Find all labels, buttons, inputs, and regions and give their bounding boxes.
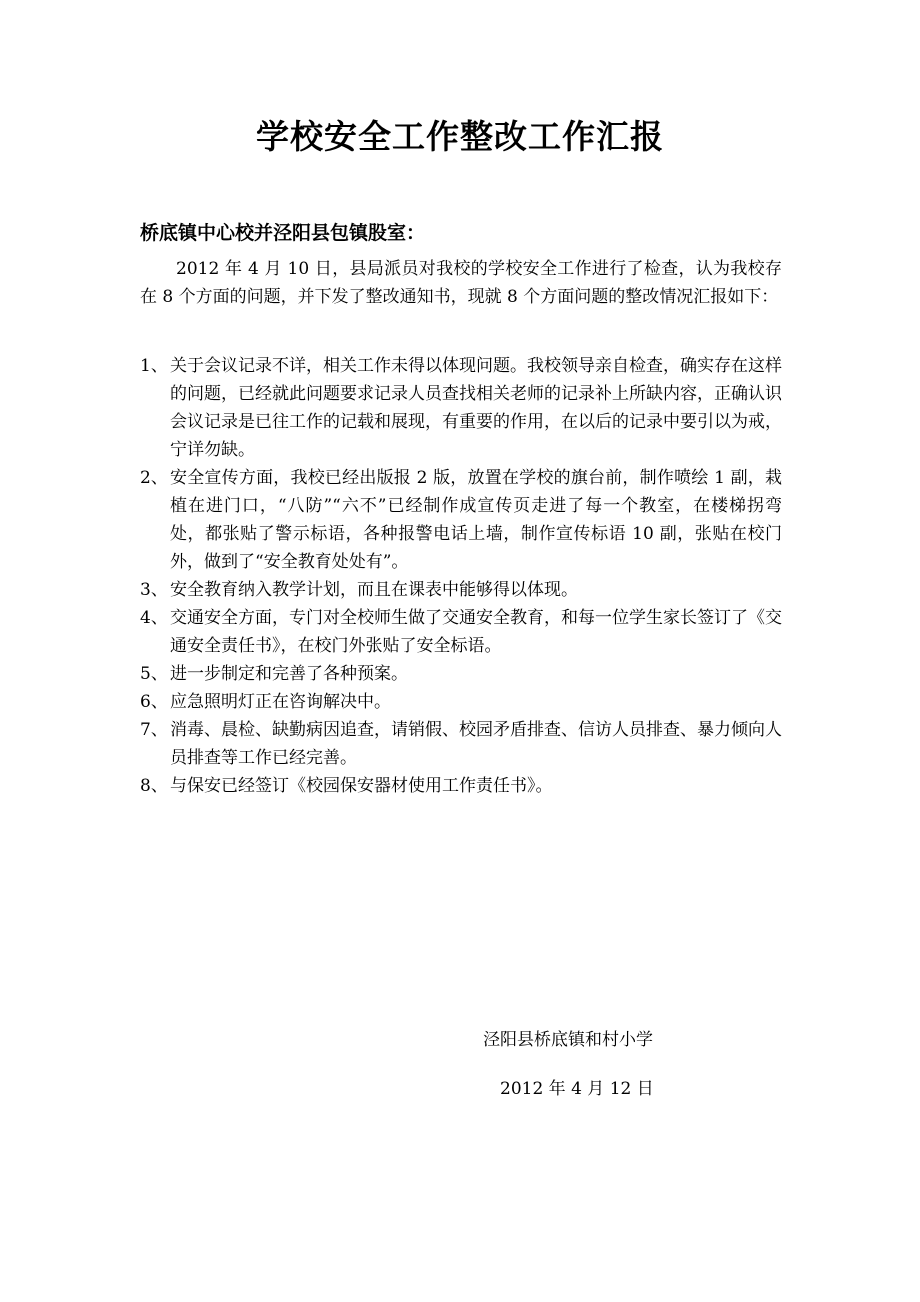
list-item [140,604,782,660]
item-number: 4、 [140,608,168,628]
list-item [140,716,782,772]
item-number: 5、 [140,664,168,684]
signature-organization: 泾阳县桥底镇和村小学 [483,1030,653,1050]
item-number: 7、 [140,720,168,740]
item-number: 6、 [140,692,168,712]
item-text: 交通安全方面，专门对全校师生做了交通安全教育，和每一位学生家长签订了《交通安全责任书》，在校门外张贴了安全标语。 [170,608,782,656]
signature-date: 2012 年 4 月 12 日 [500,1079,654,1099]
page-title: 学校安全工作整改工作汇报 [256,117,664,156]
list-item [140,660,782,688]
list-item [140,576,782,604]
item-text: 安全宣传方面，我校已经出版报 2 版，放置在学校的旗台前，制作喷绘 1 副，栽植在进门口，“八防”“六不”已经制作成宣传页走进了每一个教室，在楼梯拐弯处，都张贴了警示标语，各种报警电话上墙，制作宣传标语 10 副，张贴在校门外，做到了“安全教育处处有”。 [170,468,782,572]
item-text: 消毒、晨检、缺勤病因追查，请销假、校园矛盾排查、信访人员排查、暴力倾向人员排查等工作已经完善。 [170,720,782,768]
list-item [140,772,782,800]
item-text: 安全教育纳入教学计划，而且在课表中能够得以体现。 [170,580,578,600]
item-number: 3、 [140,580,168,600]
list-item [140,688,782,716]
list-item [140,464,782,576]
item-text: 与保安已经签订《校园保安器材使用工作责任书》。 [170,776,553,796]
item-number: 2、 [140,468,168,488]
salutation: 桥底镇中心校并泾阳县包镇股室： [140,222,426,244]
item-number: 8、 [140,776,168,796]
item-text: 进一步制定和完善了各种预案。 [170,664,408,684]
item-text: 应急照明灯正在咨询解决中。 [170,692,391,712]
rectification-list [140,352,782,800]
item-text: 关于会议记录不详，相关工作未得以体现问题。我校领导亲自检查，确实存在这样的问题，已经就此问题要求记录人员查找相关老师的记录补上所缺内容，正确认识会议记录是已往工作的记载和展现，有重要的作用，在以后的记录中要引以为戒，宁详勿缺。 [170,356,782,460]
list-item [140,352,782,464]
intro-paragraph: 2012 年 4 月 10 日，县局派员对我校的学校安全工作进行了检查，认为我校存在 8 个方面的问题，并下发了整改通知书，现就 8 个方面问题的整改情况汇报如下： [140,259,782,307]
item-number: 1、 [140,356,168,376]
